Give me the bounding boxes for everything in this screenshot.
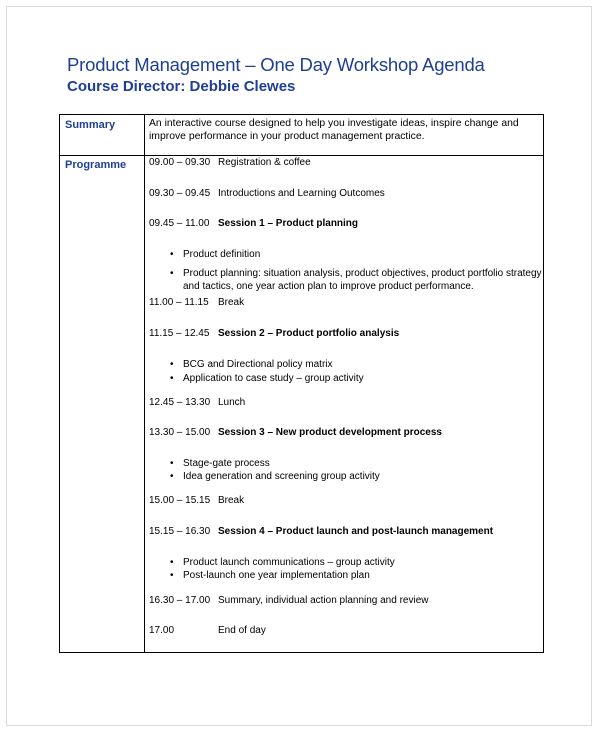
column-divider: [144, 115, 145, 652]
agenda-time: 09.00 – 09.30: [149, 157, 211, 168]
agenda-time: 13.30 – 15.00: [149, 427, 211, 438]
bullet-text: BCG and Directional policy matrix: [183, 359, 333, 370]
bullet-icon: •: [170, 373, 174, 384]
bullet-text: Product definition: [183, 249, 261, 260]
bullet-icon: •: [170, 359, 174, 370]
programme-label: Programme: [65, 159, 127, 171]
agenda-session-title: Session 2 – Product portfolio analysis: [218, 328, 400, 339]
bullet-icon: •: [170, 557, 174, 568]
agenda-desc: End of day: [218, 625, 266, 636]
summary-label: Summary: [65, 119, 116, 131]
agenda-session-title: Session 3 – New product development process: [218, 427, 442, 438]
course-director: Course Director: Debbie Clewes: [67, 78, 296, 95]
agenda-time: 09.45 – 11.00: [149, 218, 210, 229]
bullet-icon: •: [170, 458, 174, 469]
agenda-time: 09.30 – 09.45: [149, 188, 211, 199]
agenda-time: 15.15 – 16.30: [149, 526, 211, 537]
agenda-time: 16.30 – 17.00: [149, 595, 211, 606]
agenda-time: 17.00: [149, 625, 175, 636]
row-divider: [60, 155, 543, 156]
agenda-session-title: Session 1 – Product planning: [218, 218, 359, 229]
agenda-time: 11.00 – 11.15: [149, 297, 209, 308]
bullet-icon: •: [170, 471, 174, 482]
bullet-text: Product planning: situation analysis, product objectives, product portfolio strategy: [183, 268, 542, 279]
bullet-text: Post-launch one year implementation plan: [183, 570, 370, 581]
bullet-text: Product launch communications – group activity: [183, 557, 395, 568]
agenda-time: 15.00 – 15.15: [149, 495, 211, 506]
bullet-text: Idea generation and screening group activity: [183, 471, 380, 482]
bullet-icon: •: [170, 249, 174, 260]
agenda-time: 12.45 – 13.30: [149, 397, 211, 408]
summary-line: improve performance in your product management practice.: [149, 131, 425, 142]
agenda-desc: Introductions and Learning Outcomes: [218, 188, 385, 199]
agenda-time: 11.15 – 12.45: [149, 328, 210, 339]
bullet-text: Stage-gate process: [183, 458, 270, 469]
agenda-desc: Break: [218, 495, 245, 506]
agenda-desc: Break: [218, 297, 245, 308]
bullet-text: and tactics, one year action plan to improve product performance.: [183, 281, 474, 292]
agenda-session-title: Session 4 – Product launch and post-launch management: [218, 526, 494, 537]
agenda-desc: Lunch: [218, 397, 246, 408]
document-title: Product Management – One Day Workshop Agenda: [67, 54, 485, 75]
summary-line: An interactive course designed to help you investigate ideas, inspire change and: [149, 118, 519, 129]
agenda-desc: Registration & coffee: [218, 157, 311, 168]
bullet-icon: •: [170, 268, 174, 279]
summary-text: [149, 117, 541, 143]
bullet-icon: •: [170, 570, 174, 581]
agenda-desc: Summary, individual action planning and review: [218, 595, 429, 606]
agenda-table: [59, 114, 544, 653]
bullet-text: Application to case study – group activity: [183, 373, 364, 384]
